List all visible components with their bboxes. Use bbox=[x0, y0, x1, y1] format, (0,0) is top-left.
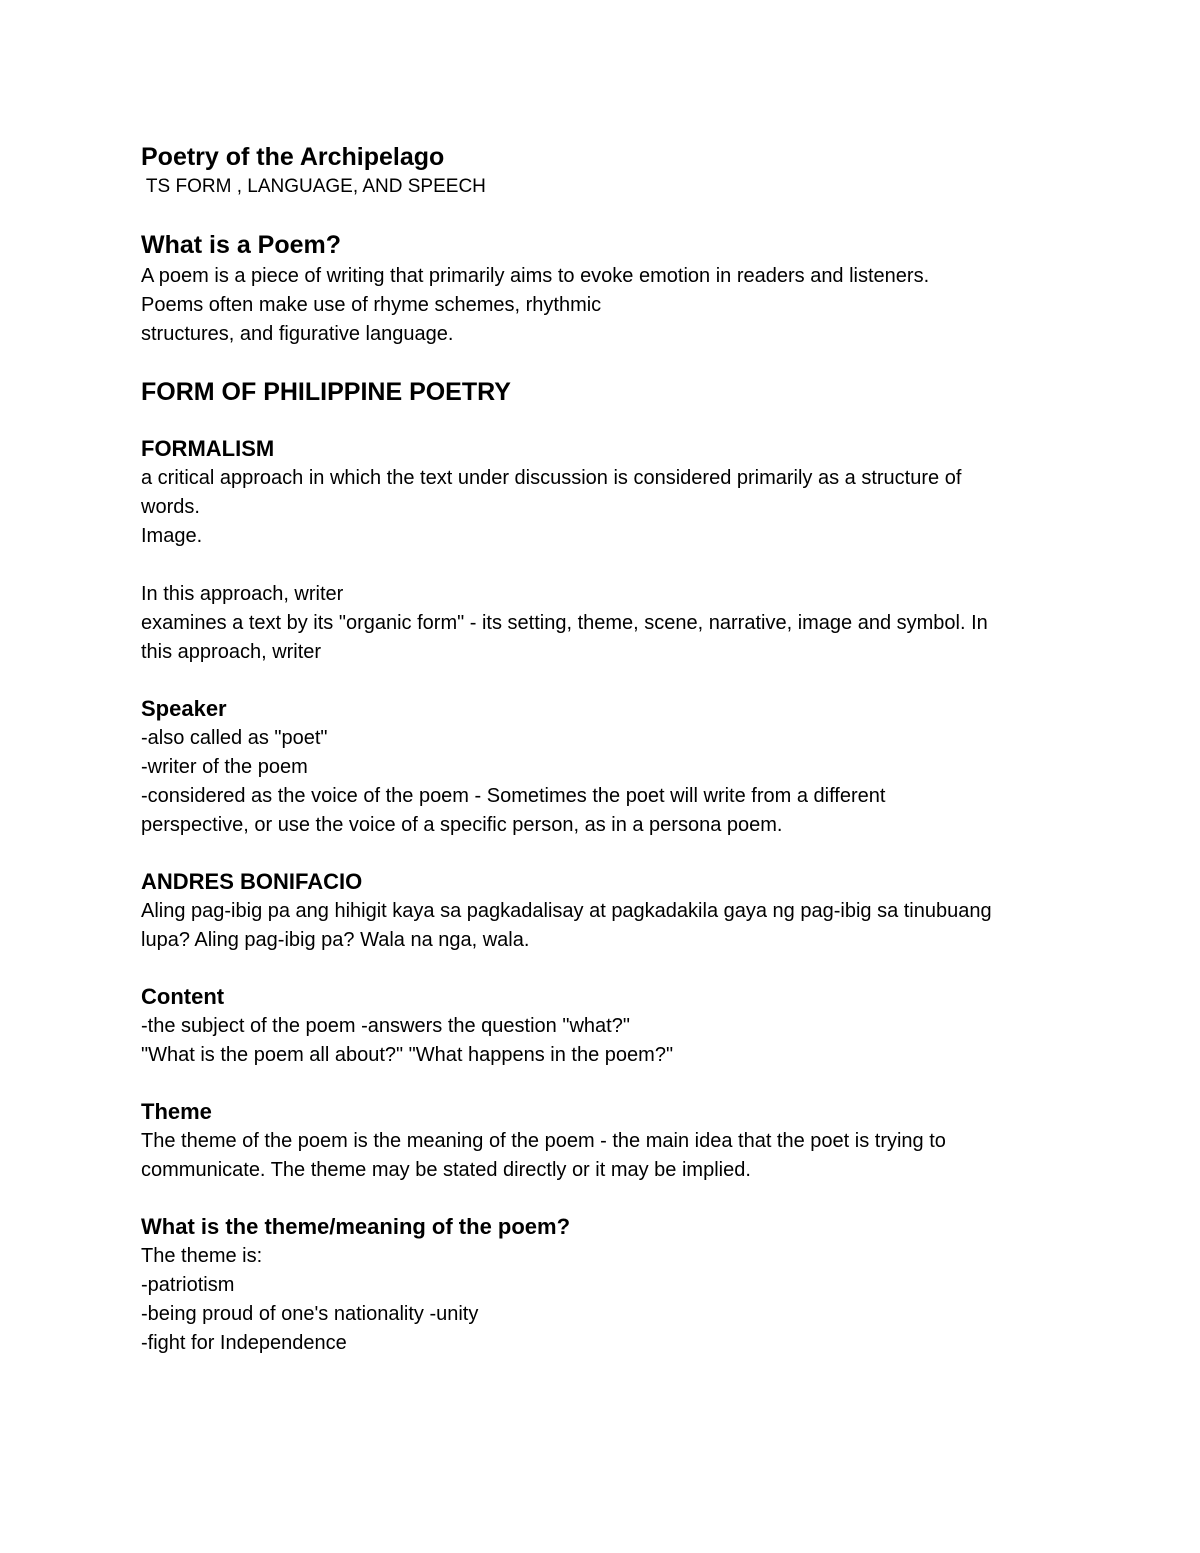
formalism-line-3: Image. bbox=[141, 525, 203, 547]
document-subtitle: TS FORM , LANGUAGE, AND SPEECH bbox=[141, 176, 486, 197]
document-title: Poetry of the Archipelago bbox=[141, 143, 445, 171]
formalism-line-5: examines a text by its "organic form" - its setting, theme, scene, narrative, image and symbol. In bbox=[141, 612, 988, 634]
formalism-line-2: words. bbox=[141, 496, 200, 518]
speaker-heading: Speaker bbox=[141, 696, 227, 721]
theme-question-line-3: -being proud of one's nationality -unity bbox=[141, 1303, 479, 1325]
bonifacio-line-2: lupa? Aling pag-ibig pa? Wala na nga, wala. bbox=[141, 929, 530, 951]
bonifacio-line-1: Aling pag-ibig pa ang hihigit kaya sa pagkadalisay at pagkadakila gaya ng pag-ibig sa tinubuang bbox=[141, 900, 992, 922]
theme-question-line-2: -patriotism bbox=[141, 1274, 235, 1296]
poem-line-1: A poem is a piece of writing that primarily aims to evoke emotion in readers and listeners. bbox=[141, 265, 930, 287]
content-heading: Content bbox=[141, 984, 225, 1009]
theme-line-2: communicate. The theme may be stated directly or it may be implied. bbox=[141, 1159, 751, 1181]
formalism-heading: FORMALISM bbox=[141, 436, 275, 461]
theme-line-1: The theme of the poem is the meaning of the poem - the main idea that the poet is trying to bbox=[141, 1130, 946, 1152]
formalism-line-6: this approach, writer bbox=[141, 641, 322, 663]
theme-question-heading: What is the theme/meaning of the poem? bbox=[141, 1214, 571, 1239]
theme-question-line-1: The theme is: bbox=[141, 1245, 263, 1267]
bonifacio-heading: ANDRES BONIFACIO bbox=[141, 869, 363, 894]
theme-question-line-4: -fight for Independence bbox=[141, 1332, 347, 1354]
content-line-2: "What is the poem all about?" "What happens in the poem?" bbox=[141, 1044, 674, 1066]
poem-line-2: Poems often make use of rhyme schemes, rhythmic bbox=[141, 294, 602, 316]
speaker-line-3: -considered as the voice of the poem - Sometimes the poet will write from a different bbox=[141, 785, 886, 807]
poem-heading: What is a Poem? bbox=[141, 231, 342, 259]
speaker-line-1: -also called as "poet" bbox=[141, 727, 328, 749]
theme-heading: Theme bbox=[141, 1099, 212, 1124]
content-line-1: -the subject of the poem -answers the question "what?" bbox=[141, 1015, 630, 1037]
speaker-line-4: perspective, or use the voice of a specific person, as in a persona poem. bbox=[141, 814, 783, 836]
poem-line-3: structures, and figurative language. bbox=[141, 323, 454, 345]
document-page bbox=[141, 140, 1071, 1358]
speaker-line-2: -writer of the poem bbox=[141, 756, 308, 778]
form-heading: FORM OF PHILIPPINE POETRY bbox=[141, 378, 511, 406]
formalism-line-4: In this approach, writer bbox=[141, 583, 344, 605]
formalism-line-1: a critical approach in which the text under discussion is considered primarily as a structure of bbox=[141, 467, 962, 489]
